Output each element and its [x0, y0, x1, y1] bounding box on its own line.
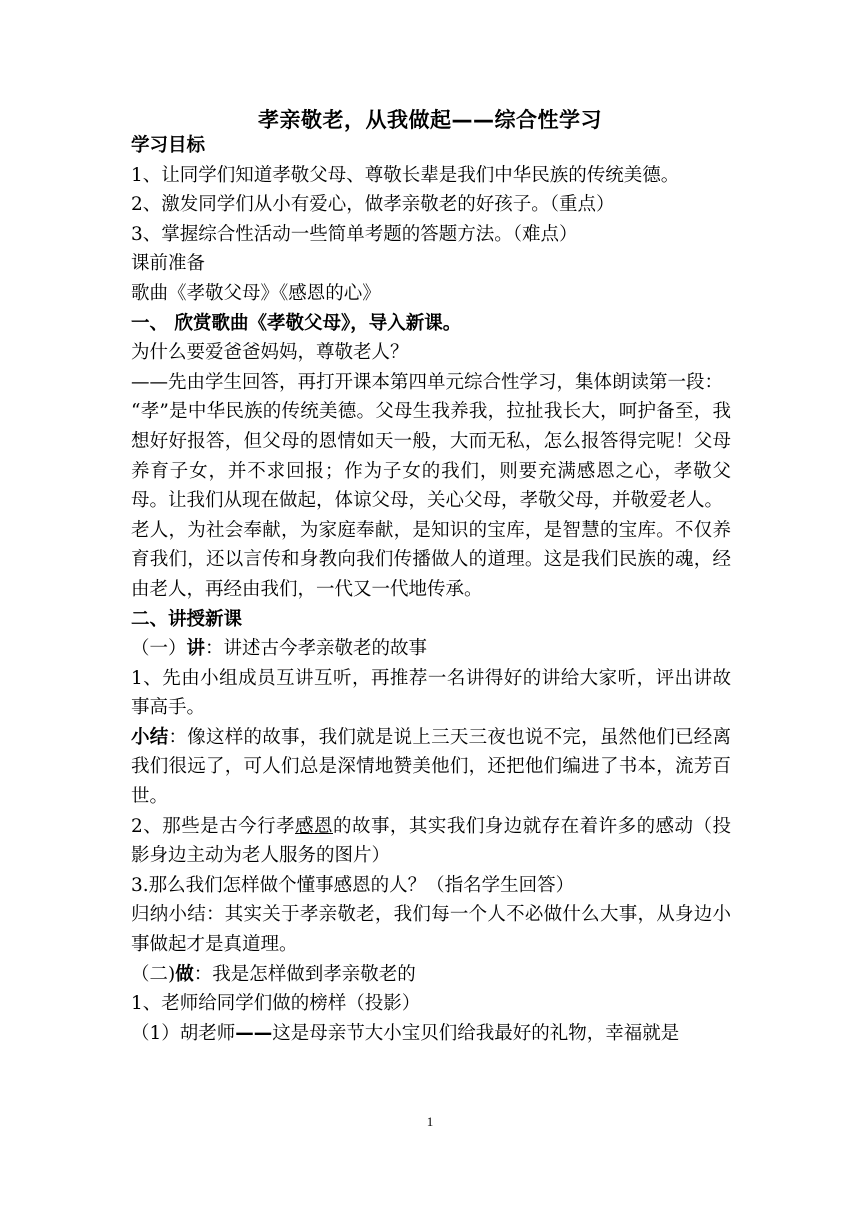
document-title: 孝亲敬老，从我做起——综合性学习 — [258, 108, 602, 132]
example-text: 这是母亲节大小宝贝们给我最好的礼物，幸福就是 — [272, 1022, 680, 1044]
goal-item-1: 1、让同学们知道孝敬父母、尊敬长辈是我们中华民族的传统美德。 — [131, 164, 680, 186]
section1-heading: 一、 欣赏歌曲《孝敬父母》，导入新课。 — [131, 312, 462, 334]
part1-item-3: 3.那么我们怎样做个懂事感恩的人？（指名学生回答） — [131, 874, 575, 896]
example-number: （1）胡老师 — [131, 1022, 236, 1044]
section2-heading: 二、讲授新课 — [131, 608, 243, 630]
part1-heading — [131, 634, 731, 664]
part1-label: 讲 — [186, 638, 206, 660]
part2-label: 做 — [175, 963, 194, 985]
example-dash: —— — [235, 1022, 273, 1044]
part2-topic: ：我是怎样做到孝亲敬老的 — [193, 963, 416, 985]
part2-heading — [131, 960, 731, 990]
part1-topic: ：讲述古今孝亲敬老的故事 — [205, 638, 428, 660]
item2-underlined-word: 感恩 — [295, 815, 333, 837]
prep-heading: 课前准备 — [131, 253, 206, 275]
paragraph-filial-piety: “孝”是中华民族的传统美德。父母生我养我，拉扯我长大，呵护备至，我想好好报答，但父母的恩情如天一般，大而无私，怎么报答得完呢！父母养育子女，并不求回报；作为子女的我们，则要充满感恩之心，孝敬父母。让我们从现在做起，体谅父母，关心父母，孝敬父母，并敬爱老人。 — [131, 401, 731, 512]
summary-text: ：像这样的故事，我们就是说上三天三夜也说不完，虽然他们已经离我们很远了，可人们总是深情地赞美他们，还把他们编进了书本，流芳百世。 — [131, 726, 731, 808]
part1-conclusion: 归纳小结：其实关于孝亲敬老，我们每一个人不必做什么大事，从身边小事做起才是真道理。 — [131, 904, 731, 956]
part2-example — [131, 1019, 731, 1049]
part2-item-1: 1、老师给同学们做的榜样（投影） — [131, 993, 421, 1015]
prep-songs: 歌曲《孝敬父母》《感恩的心》 — [131, 282, 381, 304]
part1-item-1: 1、先由小组成员互讲互听，再推荐一名讲得好的讲给大家听，评出讲故事高手。 — [131, 667, 731, 719]
paragraph-elders: 老人，为社会奉献，为家庭奉献，是知识的宝库，是智慧的宝库。不仅养育我们，还以言传和身教向我们传播做人的道理。这是我们民族的魂，经由老人，再经由我们，一代又一代地传承。 — [131, 519, 731, 600]
section1-instruction: ——先由学生回答，再打开课本第四单元综合性学习，集体朗读第一段： — [131, 371, 724, 393]
part1-item-2 — [131, 812, 731, 871]
summary-label: 小结 — [131, 726, 169, 748]
goals-heading: 学习目标 — [131, 135, 206, 156]
section1-question: 为什么要爱爸爸妈妈，尊敬老人？ — [131, 342, 409, 364]
document-body — [131, 131, 731, 1048]
item2-text-start: 2、那些是古今行孝 — [131, 815, 296, 837]
part1-summary — [131, 723, 731, 812]
part2-number: （二) — [131, 963, 176, 985]
item2-text-end: 的故事，其实我们身边就存在着许多的感动（投影身边主动为老人服务的图片） — [131, 815, 731, 867]
goal-item-3: 3、掌握综合性活动一些简单考题的答题方法。（难点） — [131, 223, 578, 245]
part1-number: （一） — [131, 638, 187, 660]
page-number: 1 — [426, 1114, 434, 1129]
goal-item-2: 2、激发同学们从小有爱心，做孝亲敬老的好孩子。（重点） — [131, 194, 615, 216]
